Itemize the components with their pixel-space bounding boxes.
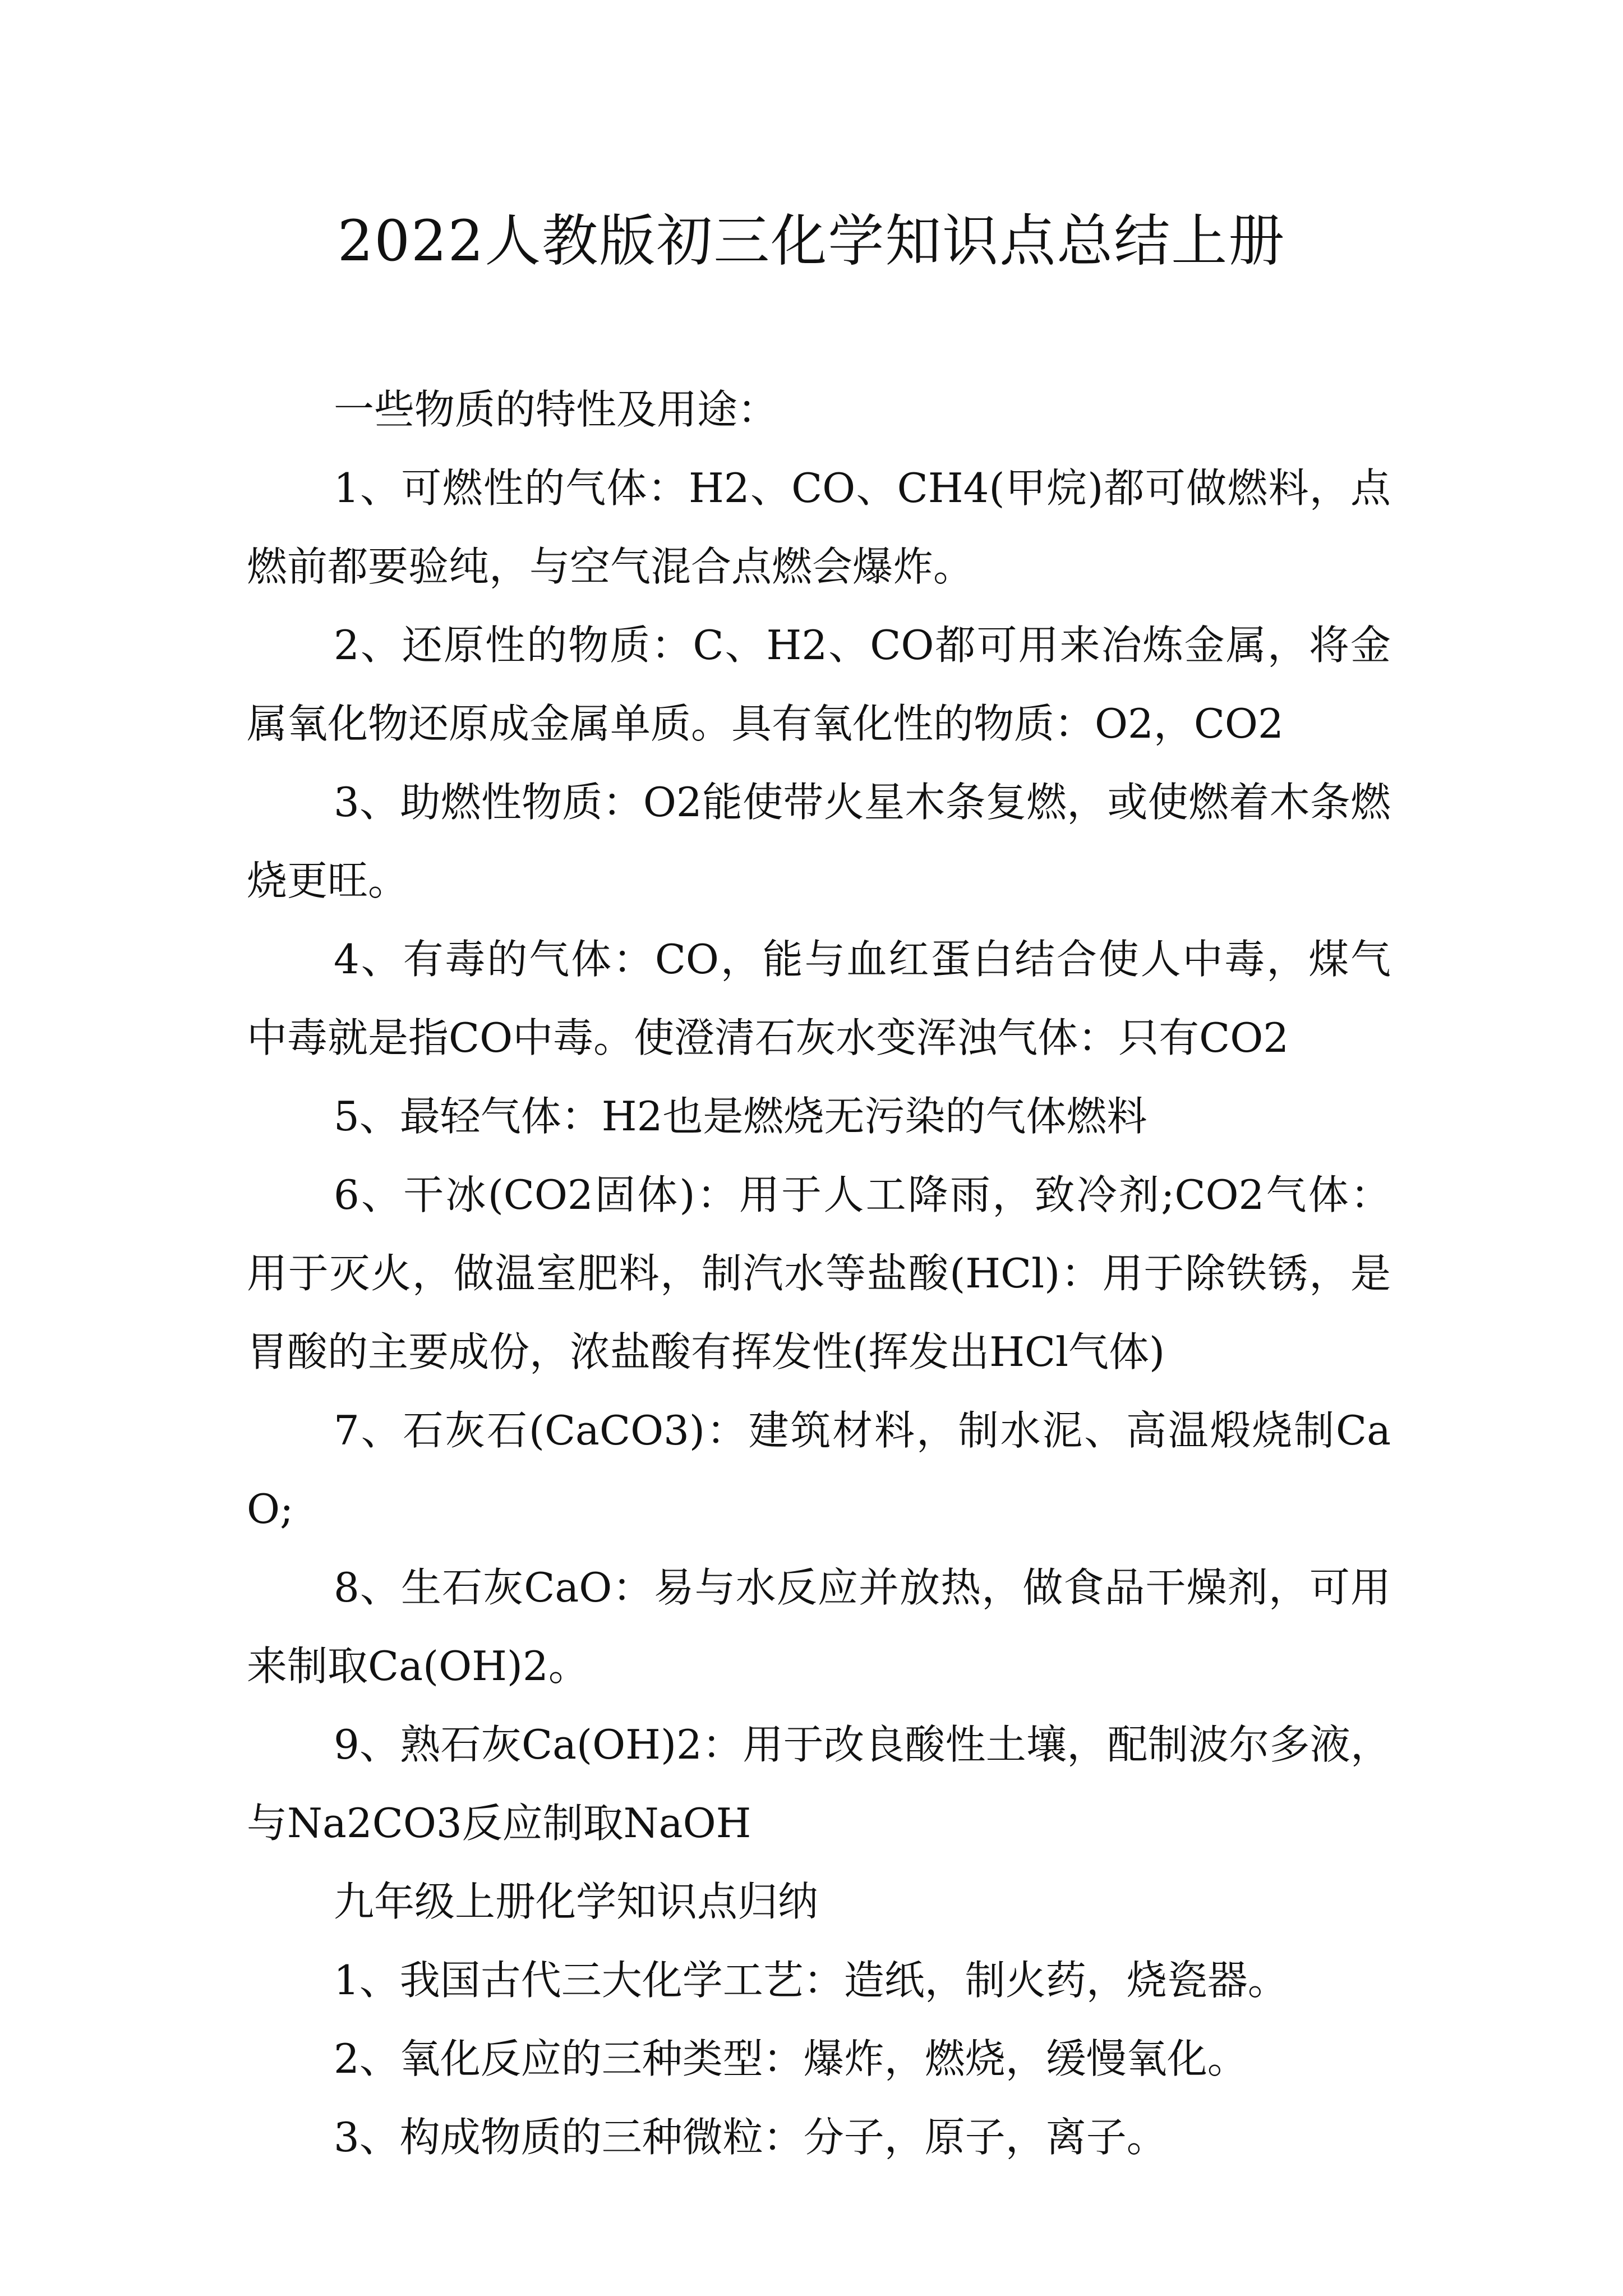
paragraph-item-9: 9、熟石灰Ca(OH)2：用于改良酸性土壤，配制波尔多液，与Na2CO3反应制取NaOH — [247, 1721, 1391, 1847]
paragraph-item-1: 1、可燃性的气体：H2、CO、CH4(甲烷)都可做燃料，点燃前都要验纯，与空气混合点燃会爆炸。 — [247, 464, 1391, 590]
paragraph-section-item-1: 1、我国古代三大化学工艺：造纸，制火药，烧瓷器。 — [334, 1957, 1288, 2004]
paragraph-item-8: 8、生石灰CaO：易与水反应并放热，做食品干燥剂，可用来制取Ca(OH)2。 — [247, 1564, 1391, 1690]
paragraph-item-3: 3、助燃性物质：O2能使带火星木条复燃，或使燃着木条燃烧更旺。 — [247, 779, 1391, 904]
paragraph-section-item-3: 3、构成物质的三种微粒：分子，原子，离子。 — [334, 2114, 1167, 2161]
paragraph-item-7: 7、石灰石(CaCO3)：建筑材料，制水泥、高温煅烧制CaO; — [247, 1407, 1391, 1533]
paragraph-item-5: 5、最轻气体：H2也是燃烧无污染的气体燃料 — [334, 1093, 1147, 1140]
section-heading: 九年级上册化学知识点归纳 — [334, 1878, 819, 1925]
document-title: 2022人教版初三化学知识点总结上册 — [337, 208, 1286, 274]
paragraph-item-4: 4、有毒的气体：CO，能与血红蛋白结合使人中毒，煤气中毒就是指CO中毒。使澄清石灰水变浑浊气体：只有CO2 — [247, 936, 1391, 1061]
document-body — [247, 370, 1391, 2177]
paragraph-item-2: 2、还原性的物质：C、H2、CO都可用来冶炼金属，将金属氧化物还原成金属单质。具有氧化性的物质：O2，CO2 — [247, 622, 1391, 747]
paragraph-item-6: 6、干冰(CO2固体)：用于人工降雨，致冷剂;CO2气体：用于灭火，做温室肥料，制汽水等盐酸(HCl)：用于除铁锈，是胃酸的主要成份，浓盐酸有挥发性(挥发出HCl气体) — [247, 1171, 1391, 1375]
paragraph-section-item-2: 2、氧化反应的三种类型：爆炸，燃烧，缓慢氧化。 — [334, 2035, 1248, 2082]
paragraph-intro: 一些物质的特性及用途： — [334, 386, 778, 433]
